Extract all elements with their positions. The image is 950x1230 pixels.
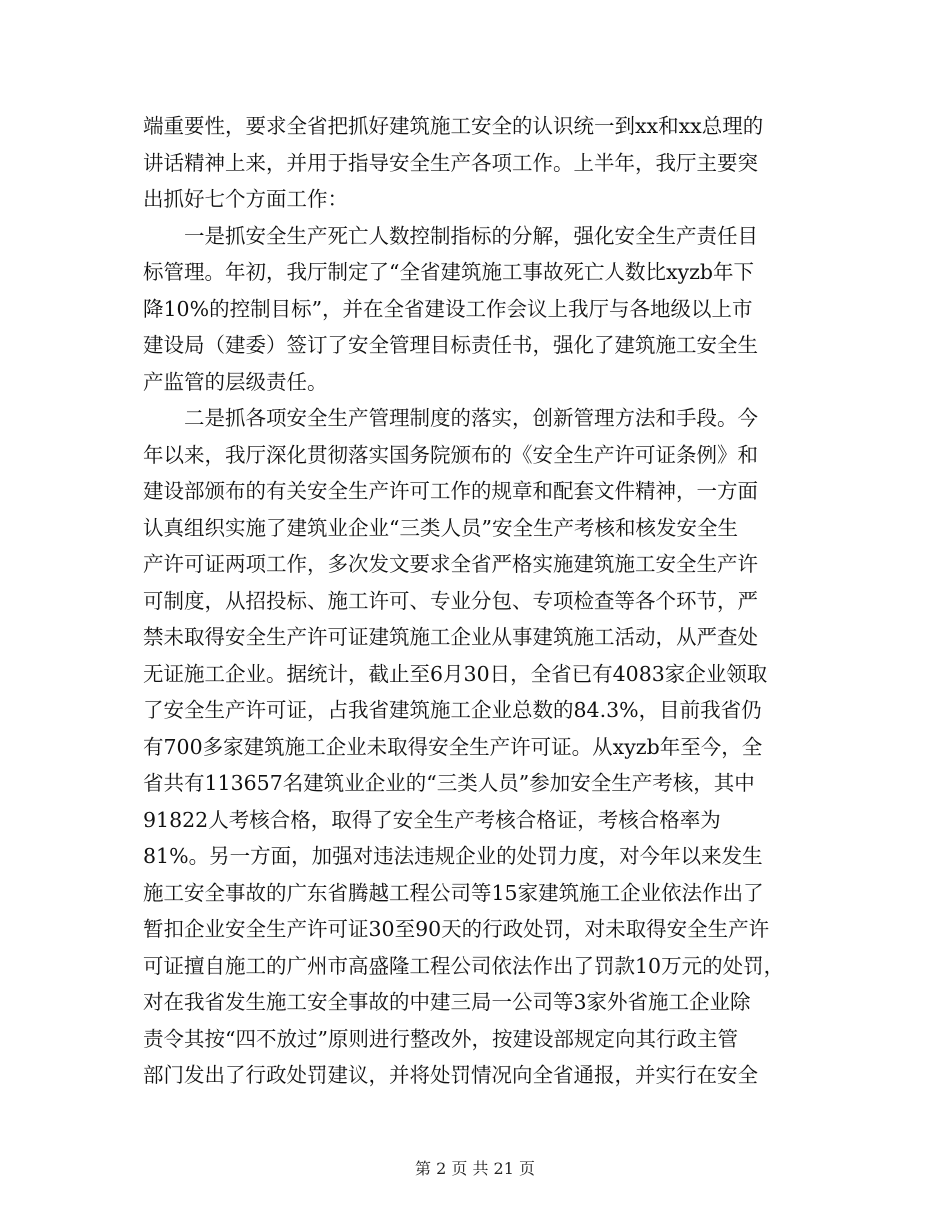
text-line: 了安全生产许可证，占我省建筑施工企业总数的84.3%，目前我省仍 xyxy=(143,698,762,722)
text-line: 81%。另一方面，加强对违法违规企业的处罚力度，对今年以来发生 xyxy=(143,844,763,868)
text-line: 部门发出了行政处罚建议，并将处罚情况向全省通报，并实行在安全 xyxy=(143,1063,758,1087)
text-line: 可证擅自施工的广州市高盛隆工程公司依法作出了罚款10万元的处罚， xyxy=(143,954,785,978)
text-line: 建设局（建委）签订了安全管理目标责任书，强化了建筑施工安全生 xyxy=(143,333,758,357)
text-line: 年以来，我厅深化贯彻落实国务院颁布的《安全生产许可证条例》和 xyxy=(143,443,758,467)
page-footer: 第 2 页 共 21 页 xyxy=(415,1159,535,1178)
text-line: 一是抓安全生产死亡人数控制指标的分解，强化安全生产责任目 xyxy=(143,224,758,248)
text-line: 产许可证两项工作，多次发文要求全省严格实施建筑施工安全生产许 xyxy=(143,552,758,576)
text-line: 对在我省发生施工安全事故的中建三局一公司等3家外省施工企业除 xyxy=(143,990,751,1014)
text-line: 认真组织实施了建筑业企业“三类人员”安全生产考核和核发安全生 xyxy=(143,516,738,540)
text-line: 暂扣企业安全生产许可证30至90天的行政处罚，对未取得安全生产许 xyxy=(143,917,770,941)
text-line: 禁未取得安全生产许可证建筑施工企业从事建筑施工活动，从严查处 xyxy=(143,625,758,649)
text-line: 无证施工企业。据统计，截止至6月30日，全省已有4083家企业领取 xyxy=(143,662,768,686)
text-line: 责令其按“四不放过”原则进行整改外，按建设部规定向其行政主管 xyxy=(143,1027,738,1051)
text-line: 出抓好七个方面工作： xyxy=(143,187,348,211)
text-line: 可制度，从招投标、施工许可、专业分包、专项检查等各个环节，严 xyxy=(143,589,758,613)
text-line: 施工安全事故的广东省腾越工程公司等15家建筑施工企业依法作出了 xyxy=(143,881,764,905)
text-line: 产监管的层级责任。 xyxy=(143,370,328,394)
text-line: 有700多家建筑施工企业未取得安全生产许可证。从xyzb年至今，全 xyxy=(143,735,763,759)
text-line: 二是抓各项安全生产管理制度的落实，创新管理方法和手段。今 xyxy=(143,406,758,430)
text-line: 标管理。年初，我厅制定了“全省建筑施工事故死亡人数比xyzb年下 xyxy=(143,260,755,284)
text-line: 讲话精神上来，并用于指导安全生产各项工作。上半年，我厅主要突 xyxy=(143,151,758,175)
text-line: 端重要性，要求全省把抓好建筑施工安全的认识统一到xx和xx总理的 xyxy=(143,114,764,138)
text-line: 建设部颁布的有关安全生产许可工作的规章和配套文件精神，一方面 xyxy=(143,479,758,503)
text-line: 省共有113657名建筑业企业的“三类人员”参加安全生产考核，其中 xyxy=(143,771,755,795)
text-line: 91822人考核合格，取得了安全生产考核合格证，考核合格率为 xyxy=(143,808,721,832)
text-line: 降10%的控制目标”，并在全省建设工作会议上我厅与各地级以上市 xyxy=(143,297,753,321)
